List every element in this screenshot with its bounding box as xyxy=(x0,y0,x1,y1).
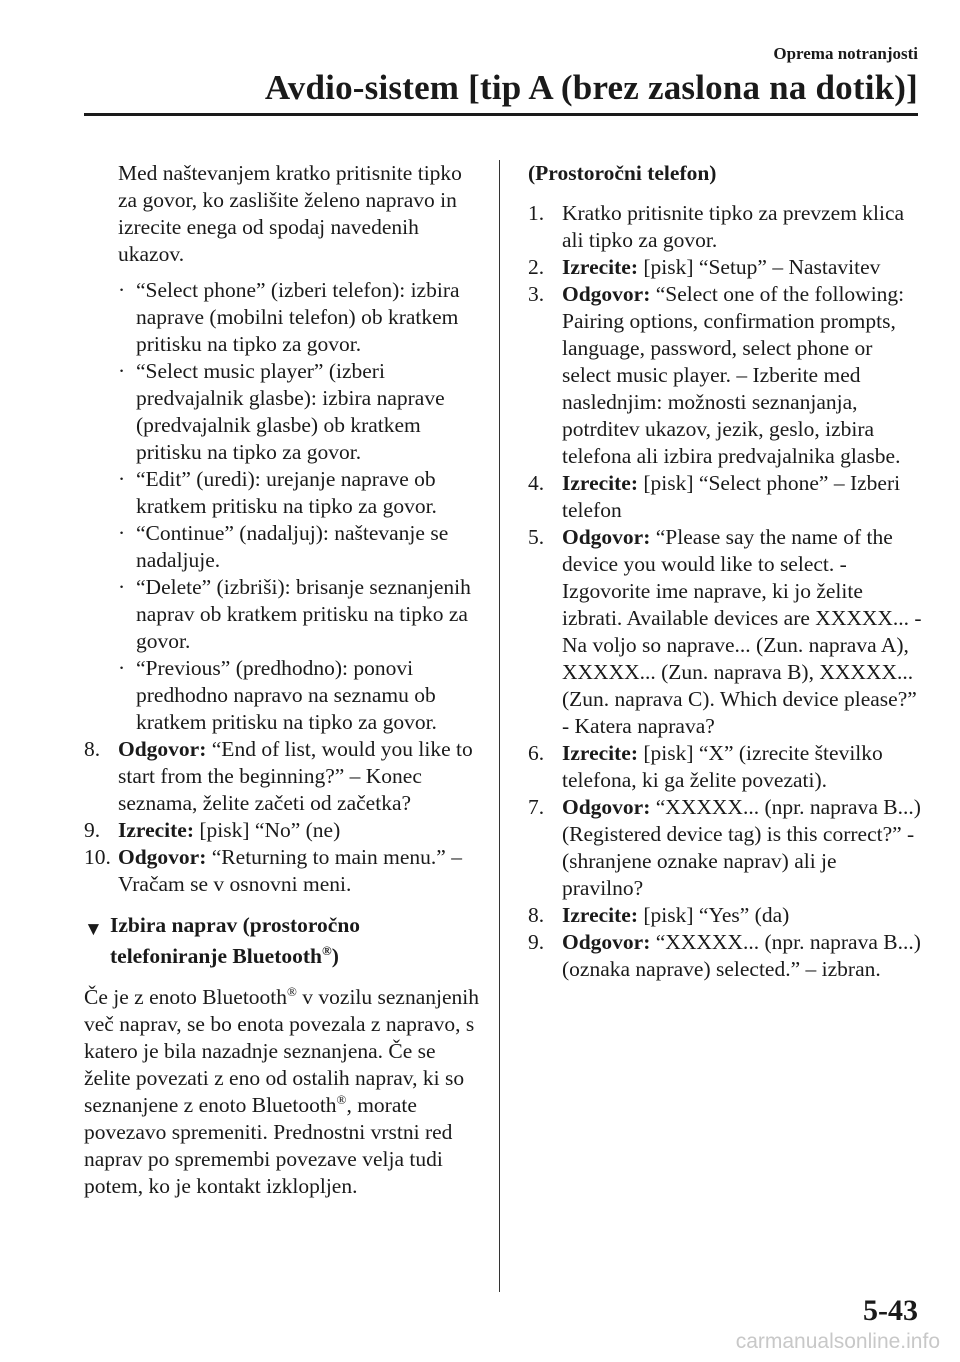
step-item: 3. Odgovor: “Select one of the following: Pairing options, confirmation prompts, language, password, select phone or select music player. – Izberite med naslednjim: možnosti seznanjanja, potrditev ukazov, jezik, geslo, izbira telefona ali izbira predvajalnika glasbe. xyxy=(528,282,905,468)
bullet-icon: · xyxy=(118,359,126,383)
step-item: 1. Kratko pritisnite tipko za prevzem klica ali tipko za govor. xyxy=(528,201,905,252)
bullet-icon: · xyxy=(118,575,126,599)
step-item: 9. Izrecite: [pisk] “No” (ne) xyxy=(84,818,341,842)
intro-text: Med naštevanjem kratko pritisnite tipko za govor, ko zaslišite želeno napravo in izrecite enega od spodaj navedenih ukazov. xyxy=(118,161,462,266)
step-item: 10. Odgovor: “Returning to main menu.” – Vračam se v osnovni meni. xyxy=(84,845,462,896)
step-item: 8. Odgovor: “End of list, would you like to start from the beginning?” – Konec seznama, želite začeti od začetka? xyxy=(84,737,473,815)
bullet-icon: · xyxy=(118,656,126,680)
bullet-icon: · xyxy=(118,467,126,491)
list-item: · “Edit” (uredi): urejanje naprave ob kratkem pritisku na tipko za govor. xyxy=(118,467,437,518)
list-item: · “Previous” (predhodno): ponovi predhodno napravo na seznamu ob kratkem pritisku na tipko za govor. xyxy=(118,656,437,734)
step-item: 7. Odgovor: “XXXXX... (npr. naprava B...) (Registered device tag) is this correct?” - (shranjene oznake naprav) ali je pravilno? xyxy=(528,795,921,900)
list-item: · “Delete” (izbriši): brisanje seznanjenih naprav ob kratkem pritisku na tipko za govor. xyxy=(118,575,471,653)
list-item: · “Continue” (nadaljuj): naštevanje se nadaljuje. xyxy=(118,521,449,572)
section-heading: ▼ Izbira naprav (prostoročno telefoniranje Bluetooth®) xyxy=(84,913,361,968)
step-item: 9. Odgovor: “XXXXX... (npr. naprava B...) (oznaka naprave) selected.” – izbran. xyxy=(528,930,921,981)
bullet-icon: · xyxy=(118,521,126,545)
watermark: carmanualsonline.info xyxy=(735,1330,940,1353)
header-section: Oprema notranjosti xyxy=(773,44,918,63)
step-item: 5. Odgovor: “Please say the name of the device you would like to select. - Izgovorite ime naprave, ki jo želite izbrati. Available devices are XXXXX... - Na voljo so naprave... (Zun. naprava A), XXXXX... (Zun. naprava B), XXXXX... (Zun. naprava C). Which device please?” - Katera naprava? xyxy=(528,525,922,738)
step-item: 6. Izrecite: [pisk] “X” (izrecite številko telefona, ki ga želite povezati). xyxy=(528,741,883,792)
step-item: 4. Izrecite: [pisk] “Select phone” – Izberi telefon xyxy=(528,471,901,522)
bullet-icon: · xyxy=(118,278,126,302)
right-column xyxy=(528,160,923,983)
step-item: 8. Izrecite: [pisk] “Yes” (da) xyxy=(528,903,790,927)
left-column xyxy=(84,160,479,1200)
list-item: · “Select phone” (izberi telefon): izbira naprave (mobilni telefon) ob kratkem pritisku na tipko za govor. xyxy=(118,278,460,356)
page-number: 5-43 xyxy=(863,1294,918,1327)
column-divider xyxy=(499,160,500,1292)
header-rule xyxy=(84,113,918,116)
subheading: (Prostoročni telefon) xyxy=(528,161,717,185)
triangle-down-icon: ▼ xyxy=(84,919,103,940)
page-title: Avdio-sistem [tip A (brez zaslona na dotik)] xyxy=(264,68,918,107)
paragraph: Če je z enoto Bluetooth® v vozilu seznanjenih več naprav, se bo enota povezala z napravo, s katero je bila nazadnje seznanjena. Če se želite povezati z eno od ostalih naprav, ki so seznanjene z enoto Bluetooth®, morate povezavo spremeniti. Prednostni vrstni red naprav po spremembi povezave velja tudi potem, ko je kontakt izklopljen. xyxy=(84,983,480,1198)
step-item: 2. Izrecite: [pisk] “Setup” – Nastavitev xyxy=(528,255,881,279)
list-item: · “Select music player” (izberi predvajalnik glasbe): izbira naprave (predvajalnik glasbe) ob kratkem pritisku na tipko za govor. xyxy=(118,359,445,464)
